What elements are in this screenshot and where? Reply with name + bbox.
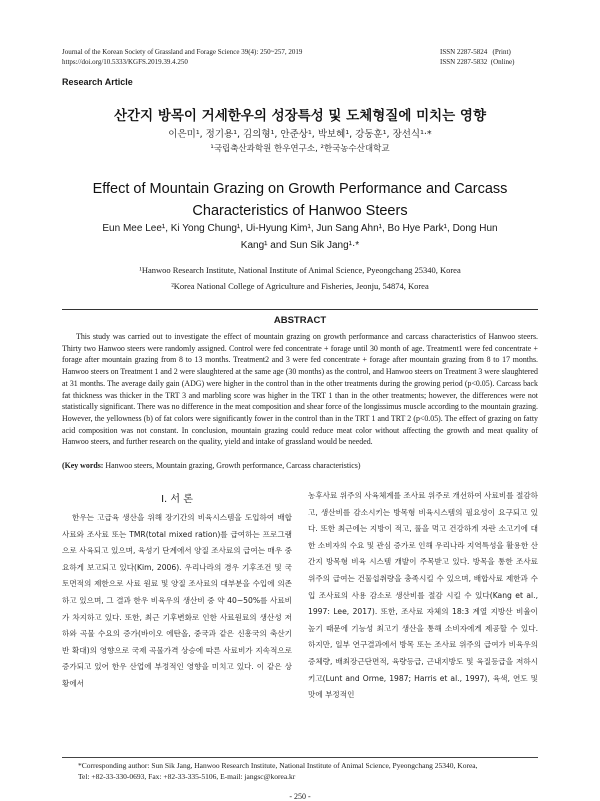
body-column-left xyxy=(62,488,292,693)
footnote-line-2: Tel: +82-33-330-0693, Fax: +82-33-335-5106, E-mail: jangsc@korea.kr xyxy=(78,772,296,781)
affiliation-english xyxy=(60,262,540,294)
body-column-right xyxy=(308,488,538,704)
affiliation-2: ²Korea National College of Agriculture and Fisheries, Jeonju, 54874, Korea xyxy=(171,281,429,291)
issn-online: ISSN 2287-5832 (Online) xyxy=(440,58,515,66)
abstract-heading: ABSTRACT xyxy=(273,315,327,326)
authors-korean: 이은미¹, 정기용¹, 김의형¹, 안준상¹, 박보혜¹, 강동훈¹, 장선식¹·* xyxy=(168,129,432,140)
section-heading-introduction: Ⅰ. 서 론 xyxy=(161,494,193,505)
issn-block xyxy=(440,47,514,67)
keywords xyxy=(62,460,538,471)
page-number: - 250 - xyxy=(289,792,311,801)
article-type: Research Article xyxy=(62,77,133,87)
authors-english: Eun Mee Lee¹, Ki Yong Chung¹, Ui-Hyung Kim¹, Jun Sang Ahn¹, Bo Hye Park¹, Dong Hun Kang¹ and Sun Sik Jang¹·* xyxy=(102,223,498,251)
journal-citation: Journal of the Korean Society of Grassland and Forage Science 39(4): 250~257, 2019 xyxy=(62,48,303,56)
footnote-line-1: *Corresponding author: Sun Sik Jang, Hanwoo Research Institute, National Institute of Animal Science, Pyeongchang 25340, Korea, xyxy=(78,761,478,770)
abstract-body: This study was carried out to investigate the effect of mountain grazing on growth performance and carcass characteristics of Hanwoo steers. Thirty two Hanwoo steers were randomly assigned. Control were fed concentrate + forage until 30 month of age. Treatment1 were fed concentrate + forage after mountain grazing from 8 to 13 months. Treatment2 and 3 were fed concentrate + forage after mountain grazing from 8 to 17 months. Hanwoo steers on Treatment 1 and 2 were slaughtered at the same age (30 months) as the control, and Hanwoo steers on Treatment 3 were slaughtered at 31 months. The average daily gain (ADG) were higher in the control than in the other treatments during the growing period (p<0.05). Carcass back fat thickness was thicker in the TRT 3 and marbling score was higher in the TRT 1 than in the other treatments; however, the differences were not statistically significant. There was no difference in the meat composition and shear force of the longissimus muscle according to the mountain grazing. However, the yellowness (b) of fat colors were significantly fower in the control than in the TRT 1 and TRT 2 (p<0.05). The effect of grazing on fatty acid composition was not constant. In conclusion, mountain grazing could reduce meat color without affecting the growth and meat quality of Hanwoo steers, and further research on the quality, yield and intake of grassland would be needed. xyxy=(62,332,538,447)
title-korean: 산간지 방목이 거세한우의 성장특성 및 도체형질에 미치는 영향 xyxy=(114,108,486,124)
footnote-divider xyxy=(62,757,538,758)
keywords-label: (Key words: xyxy=(62,461,104,470)
title-english: Effect of Mountain Grazing on Growth Performance and Carcass Characteristics of Hanwoo Steers xyxy=(92,181,508,219)
affiliation-1: ¹Hanwoo Research Institute, National Institute of Animal Science, Pyeongchang 25340, Korea xyxy=(139,265,461,275)
keywords-list: Hanwoo steers, Mountain grazing, Growth performance, Carcass characteristics) xyxy=(105,461,361,470)
journal-header xyxy=(62,47,302,67)
doi-link[interactable]: https://doi.org/10.5333/KGFS.2019.39.4.250 xyxy=(62,58,188,66)
affiliation-korean: ¹국립축산과학원 한우연구소, ²한국농수산대학교 xyxy=(210,144,390,154)
abstract-divider xyxy=(62,309,538,310)
intro-paragraph-right: 농후사료 위주의 사육체계를 조사료 위주로 개선하여 사료비를 절감하고, 생산비를 감소시키는 방목형 비육시스템의 필요성이 요구되고 있다. 또한 최근에는 지방이 적고, 풀을 먹고 건강하게 자란 소고기에 대한 소비자의 수요 및 관심 증가로 인해 우리나라 지역특성을 활용한 산간지 방목형 비육 시스템 개발이 주목받고 있다. 방목을 통한 조사료 위주의 급여는 건물섭취량을 충족시킬 수 있으며, 배합사료 제한과 수입 조사료의 사용 감소로 생산비를 절감 시킬 수 있다(Kang et al., 1997: Lee, 2017). 또한, 조사료 자체의 18:3 계열 지방산 비율이 높기 때문에 기능성 최고기 생산을 통해 소비자에게 제공할 수 있다. 하지만, 일부 연구결과에서 방목 또는 조사료 위주의 급여가 비육우의 증체량, 배최장근단면적, 육량등급, 근내지방도 및 육질등급을 저하시키고(Lunt and Orme, 1987; Harris et al., 1997), 육색, 연도 및 맛에 부정적인 xyxy=(308,491,538,700)
issn-print: ISSN 2287-5824 (Print) xyxy=(440,48,511,56)
intro-paragraph-left: 한우는 고급육 생산을 위해 장기간의 비육시스템을 도입하여 배합사료와 조사료 또는 TMR(total mixed ration)를 급여하는 프로그램으로 사육되고 있으며, 육성기 단계에서 양질 조사료의 급여는 매우 중요하게 보고되고 있다(Kim, 2006). 우리나라의 경우 기후조건 및 국토면적의 제한으로 사료 원료 및 양질 조사료의 대부분을 수입에 의존하고 있으며, 그 결과 한우 비육우의 생산비 중 약 40~50%를 사료비가 차지하고 있다. 또한, 최근 기후변화로 인한 사료원료의 생산성 저하와 곡물 수요의 증가(바이오 에탄올, 중국과 같은 신흥국의 축산기반 확대)의 영향으로 국제 곡물가격 상승에 따른 사료비가 지속적으로 증가되고 있어 한우 산업에 부정적인 영향을 미치고 있다. 이 같은 상황에서 xyxy=(62,513,292,688)
corresponding-author-footnote xyxy=(78,760,538,782)
